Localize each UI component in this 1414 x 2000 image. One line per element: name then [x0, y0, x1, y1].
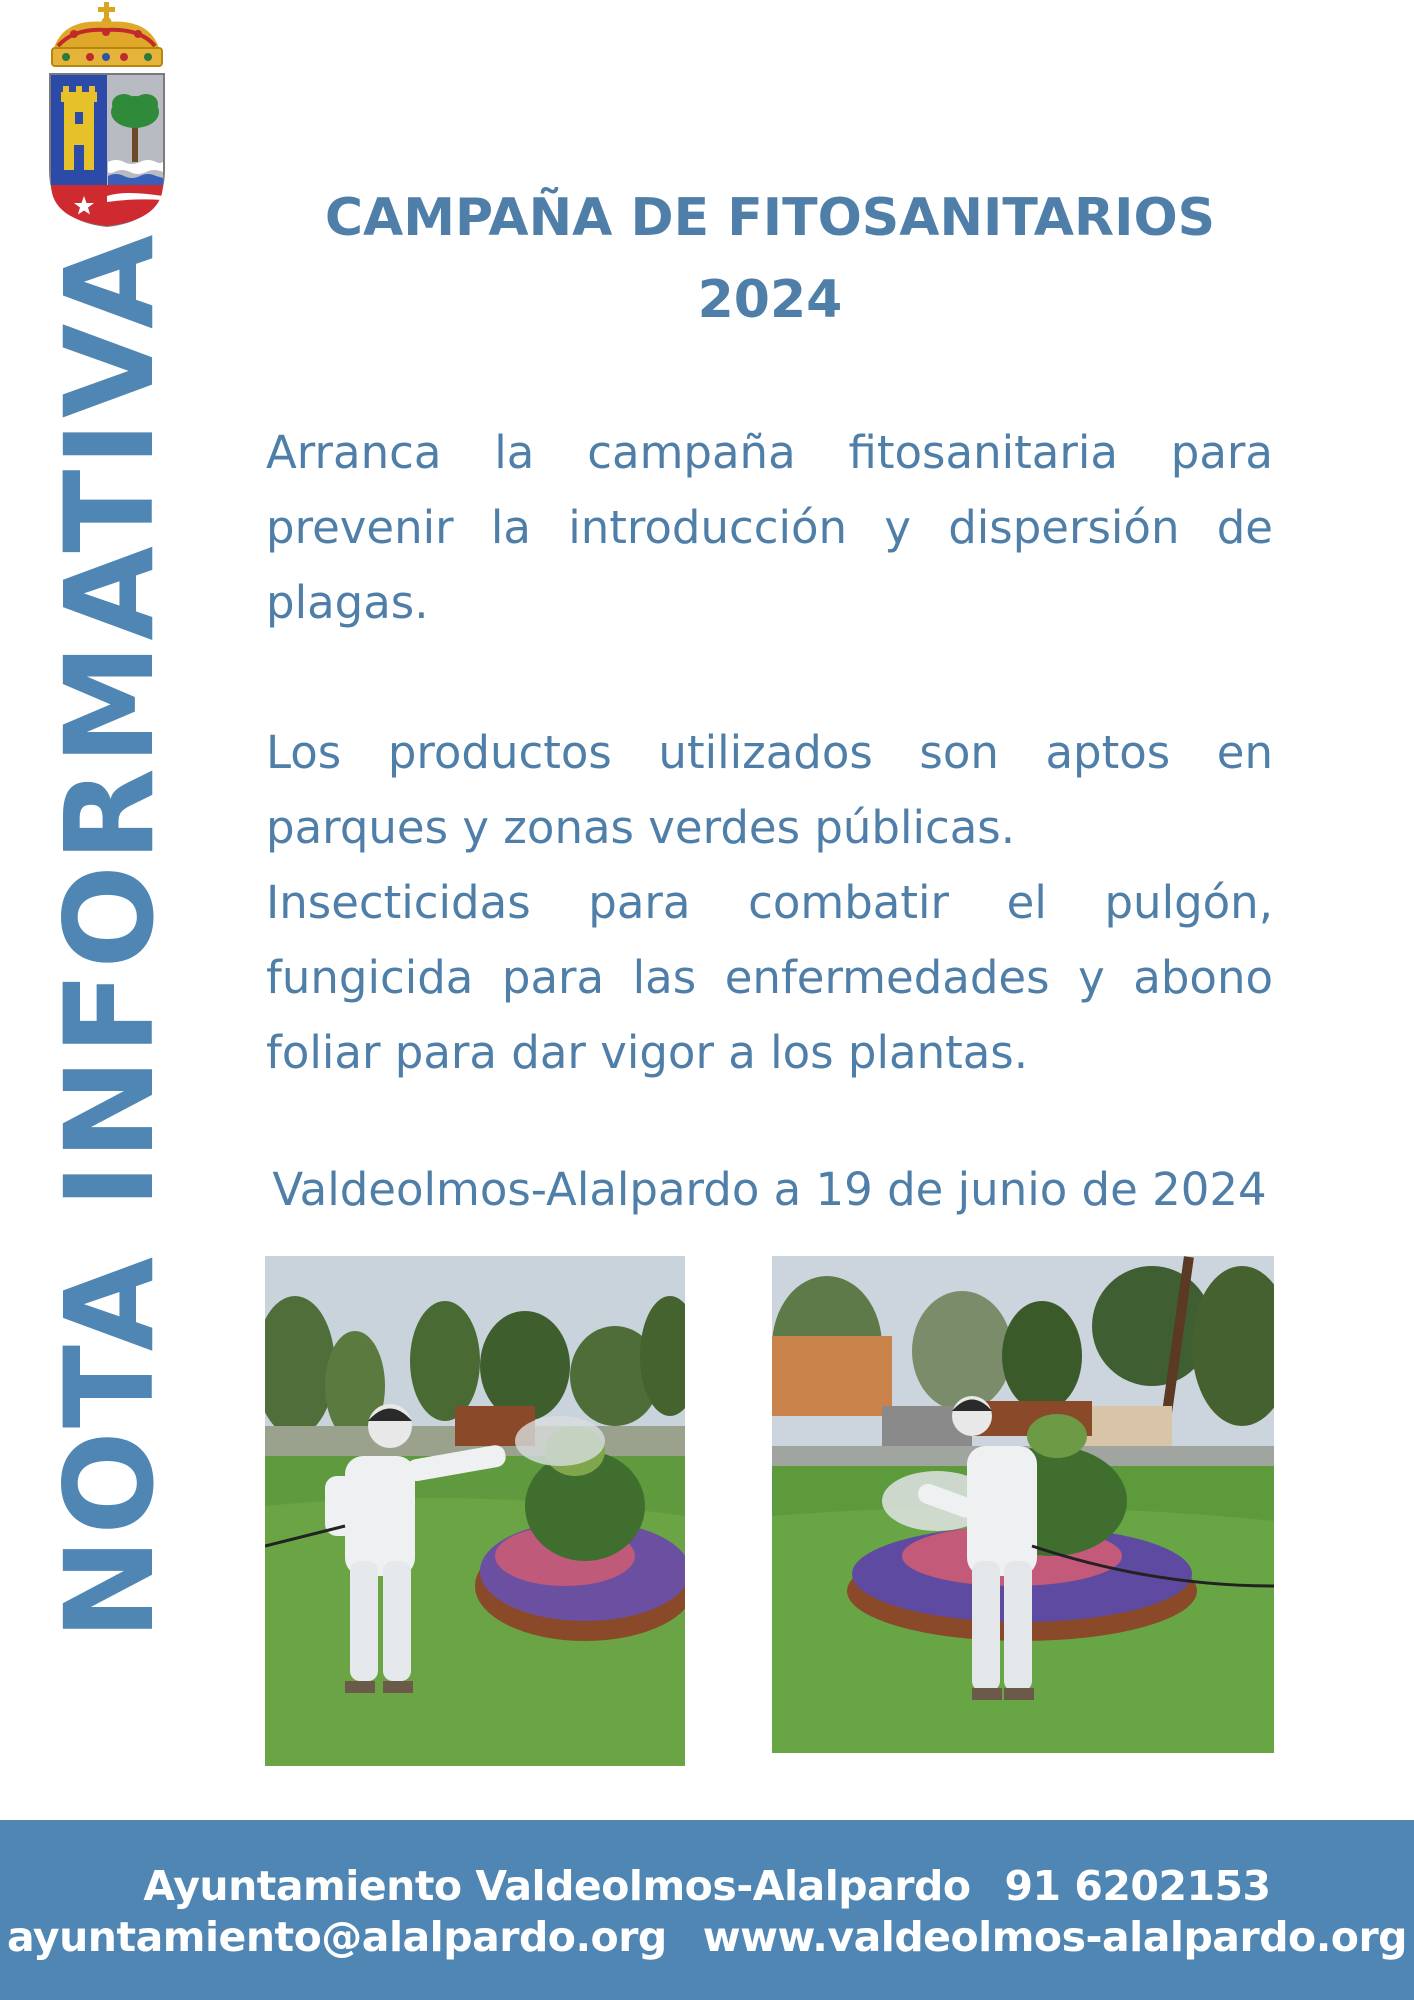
page-title-year: 2024 [697, 270, 843, 330]
footer-org-name: Ayuntamiento Valdeolmos-Alalpardo [143, 1862, 971, 1910]
footer-phone[interactable]: 91 6202153 [1004, 1862, 1271, 1910]
date-line: Valdeolmos-Alalpardo a 19 de junio de 2024 [272, 1163, 1267, 1216]
footer-website-link[interactable]: www.valdeolmos-alalpardo.org [702, 1913, 1408, 1961]
footer-line-org [0, 1862, 1414, 1910]
vertical-title: NOTA INFORMATIVA [39, 231, 181, 1640]
paragraph-products [266, 715, 1273, 1090]
photo-spraying-left [265, 1256, 685, 1766]
photo-spraying-right [772, 1256, 1274, 1753]
footer-bar [0, 1820, 1414, 2000]
footer-email-link[interactable]: ayuntamiento@alalpardo.org [6, 1913, 667, 1961]
paragraph-products-line1: Los productos utilizados son aptos en parques y zonas verdes públicas. [266, 726, 1273, 854]
paragraph-intro: Arranca la campaña fitosanitaria para prevenir la introducción y dispersión de plagas. [266, 426, 1273, 629]
paragraph-products-line2: Insecticidas para combatir el pulgón, fungicida para las enfermedades y abono foliar para dar vigor a los plantas. [266, 876, 1273, 1079]
page-title: CAMPAÑA DE FITOSANITARIOS [324, 188, 1216, 248]
coat-of-arms-icon [44, 0, 169, 230]
footer-line-contact [0, 1913, 1414, 1961]
